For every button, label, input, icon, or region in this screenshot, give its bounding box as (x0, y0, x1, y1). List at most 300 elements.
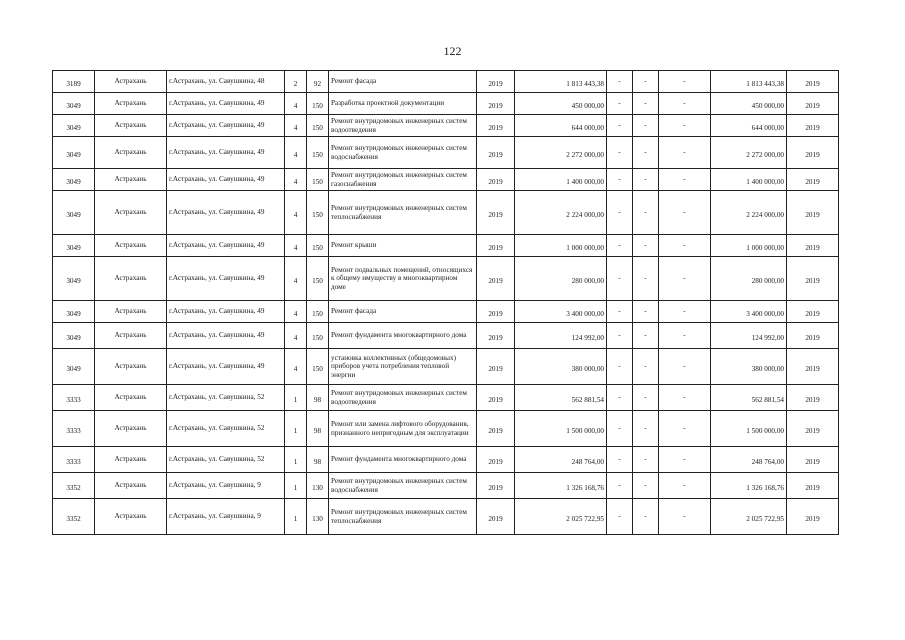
work-type-text: Ремонт крыши (331, 241, 377, 250)
record-id-cell (53, 411, 95, 447)
building-number-text: 2 (293, 80, 298, 89)
building-number-text: 4 (293, 334, 298, 343)
fund-source-2-text: - (644, 241, 647, 250)
address-text: г.Астрахань, ул. Савушкина, 52 (169, 424, 265, 433)
fund-source-3-text: - (683, 424, 686, 433)
city-text: Астрахань (114, 362, 147, 371)
completion-year-cell (787, 323, 839, 349)
building-number-cell (285, 115, 307, 137)
apartment-count-text: 150 (312, 102, 323, 111)
address-cell (167, 323, 285, 349)
work-type-text: Ремонт внутридомовых инженерных систем водоснабжения (331, 476, 467, 494)
total-cost-text: 3 400 000,00 (746, 310, 784, 319)
fund-source-2-cell (633, 257, 659, 301)
address-text: г.Астрахань, ул. Савушкина, 49 (169, 241, 265, 250)
total-cost-text: 1 000 000,00 (746, 244, 784, 253)
fund-source-2-cell (633, 137, 659, 169)
total-cost-text: 1 326 168,76 (746, 484, 784, 493)
record-id-cell (53, 499, 95, 535)
fund-source-1-cell (607, 411, 633, 447)
apartment-count-text: 130 (312, 515, 323, 524)
planned-year-text: 2019 (488, 102, 503, 111)
building-number-text: 4 (293, 310, 298, 319)
city-cell (95, 385, 167, 411)
cost-cell (515, 115, 607, 137)
fund-source-2-text: - (644, 77, 647, 86)
record-id-cell (53, 191, 95, 235)
fund-source-2-text: - (644, 481, 647, 490)
fund-source-2-text: - (644, 208, 647, 217)
cost-cell (515, 301, 607, 323)
fund-source-3-text: - (683, 274, 686, 283)
fund-source-2-text: - (644, 512, 647, 521)
cost-text: 450 000,00 (571, 102, 604, 111)
total-cost-cell (711, 71, 787, 93)
planned-year-cell (477, 115, 515, 137)
address-text: г.Астрахань, ул. Савушкина, 9 (169, 481, 261, 490)
record-id-text: 3049 (66, 277, 81, 286)
planned-year-cell (477, 257, 515, 301)
planned-year-text: 2019 (488, 277, 503, 286)
record-id-cell (53, 137, 95, 169)
fund-source-2-cell (633, 447, 659, 473)
address-cell (167, 137, 285, 169)
cost-cell (515, 411, 607, 447)
work-type-cell (329, 385, 477, 411)
fund-source-2-cell (633, 323, 659, 349)
total-cost-text: 644 000,00 (751, 124, 784, 133)
fund-source-1-text: - (618, 455, 621, 464)
completion-year-text: 2019 (805, 178, 820, 187)
fund-source-3-cell (659, 411, 711, 447)
address-cell (167, 447, 285, 473)
address-text: г.Астрахань, ул. Савушкина, 49 (169, 274, 265, 283)
apartment-count-cell (307, 137, 329, 169)
fund-source-3-text: - (683, 307, 686, 316)
record-id-cell (53, 473, 95, 499)
completion-year-cell (787, 71, 839, 93)
fund-source-1-cell (607, 323, 633, 349)
table-row (53, 473, 839, 499)
apartment-count-cell (307, 323, 329, 349)
completion-year-text: 2019 (805, 458, 820, 467)
cost-cell (515, 137, 607, 169)
apartment-count-text: 150 (312, 334, 323, 343)
fund-source-1-cell (607, 115, 633, 137)
completion-year-cell (787, 447, 839, 473)
fund-source-3-text: - (683, 331, 686, 340)
planned-year-cell (477, 301, 515, 323)
total-cost-cell (711, 257, 787, 301)
cost-cell (515, 385, 607, 411)
cost-text: 248 764,00 (571, 458, 604, 467)
apartment-count-text: 150 (312, 310, 323, 319)
fund-source-1-cell (607, 499, 633, 535)
apartment-count-cell (307, 71, 329, 93)
building-number-text: 4 (293, 151, 298, 160)
record-id-text: 3049 (66, 334, 81, 343)
completion-year-text: 2019 (805, 334, 820, 343)
record-id-text: 3333 (66, 458, 81, 467)
fund-source-1-text: - (618, 241, 621, 250)
work-type-text: Ремонт внутридомовых инженерных систем водоотведения (331, 116, 467, 134)
fund-source-1-cell (607, 93, 633, 115)
apartment-count-cell (307, 473, 329, 499)
work-type-text: Разработка проектной документации (331, 99, 445, 108)
building-number-cell (285, 499, 307, 535)
fund-source-1-cell (607, 385, 633, 411)
address-text: г.Астрахань, ул. Савушкина, 48 (169, 77, 265, 86)
building-number-text: 1 (293, 427, 298, 436)
completion-year-text: 2019 (805, 80, 820, 89)
completion-year-text: 2019 (805, 277, 820, 286)
fund-source-3-text: - (683, 175, 686, 184)
record-id-cell (53, 169, 95, 191)
planned-year-text: 2019 (488, 396, 503, 405)
table-row (53, 137, 839, 169)
apartment-count-text: 98 (313, 427, 322, 436)
fund-source-2-text: - (644, 424, 647, 433)
fund-source-1-cell (607, 301, 633, 323)
building-number-text: 4 (293, 244, 298, 253)
cost-text: 1 400 000,00 (566, 178, 604, 187)
fund-source-1-cell (607, 349, 633, 385)
fund-source-2-text: - (644, 362, 647, 371)
cost-text: 1 326 168,76 (566, 484, 604, 493)
completion-year-cell (787, 301, 839, 323)
record-id-text: 3049 (66, 365, 81, 374)
total-cost-cell (711, 137, 787, 169)
table-row (53, 323, 839, 349)
city-text: Астрахань (114, 99, 147, 108)
cost-text: 562 881,54 (571, 396, 604, 405)
total-cost-text: 280 000,00 (751, 277, 784, 286)
fund-source-2-cell (633, 385, 659, 411)
table-row (53, 169, 839, 191)
address-cell (167, 473, 285, 499)
address-cell (167, 349, 285, 385)
fund-source-2-text: - (644, 99, 647, 108)
address-text: г.Астрахань, ул. Савушкина, 9 (169, 512, 261, 521)
city-cell (95, 137, 167, 169)
table-row (53, 71, 839, 93)
fund-source-1-text: - (618, 148, 621, 157)
fund-source-3-cell (659, 137, 711, 169)
fund-source-2-cell (633, 473, 659, 499)
table-row (53, 499, 839, 535)
completion-year-text: 2019 (805, 484, 820, 493)
fund-source-3-text: - (683, 393, 686, 402)
city-cell (95, 93, 167, 115)
record-id-cell (53, 447, 95, 473)
apartment-count-cell (307, 115, 329, 137)
planned-year-text: 2019 (488, 310, 503, 319)
city-cell (95, 169, 167, 191)
record-id-text: 3352 (66, 484, 81, 493)
planned-year-cell (477, 447, 515, 473)
completion-year-cell (787, 349, 839, 385)
cost-cell (515, 473, 607, 499)
fund-source-1-cell (607, 257, 633, 301)
city-text: Астрахань (114, 175, 147, 184)
address-text: г.Астрахань, ул. Савушкина, 49 (169, 148, 265, 157)
planned-year-text: 2019 (488, 334, 503, 343)
work-type-text: Ремонт внутридомовых инженерных систем теплоснабжения (331, 507, 467, 525)
planned-year-text: 2019 (488, 365, 503, 374)
address-text: г.Астрахань, ул. Савушкина, 49 (169, 307, 265, 316)
city-text: Астрахань (114, 274, 147, 283)
building-number-cell (285, 301, 307, 323)
completion-year-text: 2019 (805, 396, 820, 405)
completion-year-cell (787, 499, 839, 535)
fund-source-3-cell (659, 235, 711, 257)
record-id-text: 3049 (66, 211, 81, 220)
address-cell (167, 169, 285, 191)
fund-source-1-cell (607, 191, 633, 235)
completion-year-cell (787, 473, 839, 499)
address-cell (167, 71, 285, 93)
work-type-text: Ремонт подвальных помещений, относящихся к общему имуществу в многоквартирном доме (331, 265, 473, 291)
cost-text: 280 000,00 (571, 277, 604, 286)
work-type-text: Ремонт фундамента многоквартирного дома (331, 331, 467, 340)
fund-source-3-cell (659, 447, 711, 473)
building-number-text: 4 (293, 178, 298, 187)
fund-source-2-text: - (644, 175, 647, 184)
fund-source-1-text: - (618, 208, 621, 217)
completion-year-cell (787, 137, 839, 169)
work-type-cell (329, 411, 477, 447)
building-number-cell (285, 191, 307, 235)
work-type-cell (329, 235, 477, 257)
total-cost-text: 248 764,00 (751, 458, 784, 467)
cost-text: 2 272 000,00 (566, 151, 604, 160)
planned-year-text: 2019 (488, 458, 503, 467)
fund-source-2-text: - (644, 331, 647, 340)
building-number-cell (285, 447, 307, 473)
cost-cell (515, 71, 607, 93)
address-cell (167, 257, 285, 301)
fund-source-1-text: - (618, 121, 621, 130)
planned-year-text: 2019 (488, 427, 503, 436)
address-text: г.Астрахань, ул. Савушкина, 49 (169, 331, 265, 340)
apartment-count-cell (307, 349, 329, 385)
work-type-text: Ремонт фасада (331, 77, 377, 86)
fund-source-3-text: - (683, 241, 686, 250)
apartment-count-cell (307, 235, 329, 257)
total-cost-text: 2 272 000,00 (746, 151, 784, 160)
fund-source-2-cell (633, 93, 659, 115)
fund-source-1-cell (607, 473, 633, 499)
fund-source-3-text: - (683, 512, 686, 521)
work-type-cell (329, 323, 477, 349)
apartment-count-cell (307, 191, 329, 235)
building-number-cell (285, 323, 307, 349)
address-text: г.Астрахань, ул. Савушкина, 52 (169, 455, 265, 464)
address-text: г.Астрахань, ул. Савушкина, 49 (169, 175, 265, 184)
completion-year-text: 2019 (805, 124, 820, 133)
building-number-cell (285, 137, 307, 169)
fund-source-3-text: - (683, 148, 686, 157)
total-cost-text: 450 000,00 (751, 102, 784, 111)
address-cell (167, 235, 285, 257)
work-type-cell (329, 115, 477, 137)
fund-source-1-text: - (618, 393, 621, 402)
completion-year-text: 2019 (805, 365, 820, 374)
record-id-text: 3049 (66, 310, 81, 319)
fund-source-2-cell (633, 301, 659, 323)
work-type-cell (329, 71, 477, 93)
fund-source-2-cell (633, 71, 659, 93)
completion-year-text: 2019 (805, 151, 820, 160)
apartment-count-cell (307, 411, 329, 447)
city-cell (95, 411, 167, 447)
completion-year-cell (787, 385, 839, 411)
planned-year-cell (477, 349, 515, 385)
total-cost-cell (711, 235, 787, 257)
total-cost-text: 1 813 443,38 (746, 80, 784, 89)
cost-cell (515, 169, 607, 191)
cost-cell (515, 447, 607, 473)
planned-year-text: 2019 (488, 211, 503, 220)
city-cell (95, 235, 167, 257)
cost-cell (515, 235, 607, 257)
fund-source-2-text: - (644, 148, 647, 157)
cost-cell (515, 93, 607, 115)
total-cost-cell (711, 93, 787, 115)
city-text: Астрахань (114, 393, 147, 402)
fund-source-1-text: - (618, 331, 621, 340)
planned-year-text: 2019 (488, 515, 503, 524)
building-number-cell (285, 411, 307, 447)
table-row (53, 115, 839, 137)
completion-year-cell (787, 115, 839, 137)
fund-source-2-text: - (644, 274, 647, 283)
address-text: г.Астрахань, ул. Савушкина, 49 (169, 208, 265, 217)
address-cell (167, 115, 285, 137)
record-id-cell (53, 235, 95, 257)
address-cell (167, 191, 285, 235)
city-cell (95, 71, 167, 93)
completion-year-text: 2019 (805, 310, 820, 319)
cost-text: 380 000,00 (571, 365, 604, 374)
fund-source-3-cell (659, 93, 711, 115)
record-id-cell (53, 301, 95, 323)
fund-source-2-cell (633, 235, 659, 257)
apartment-count-cell (307, 301, 329, 323)
total-cost-text: 124 992,00 (751, 334, 784, 343)
fund-source-1-text: - (618, 512, 621, 521)
city-text: Астрахань (114, 121, 147, 130)
work-type-cell (329, 499, 477, 535)
city-text: Астрахань (114, 331, 147, 340)
fund-source-1-text: - (618, 274, 621, 283)
total-cost-text: 1 400 000,00 (746, 178, 784, 187)
building-number-text: 4 (293, 365, 298, 374)
fund-source-1-cell (607, 71, 633, 93)
record-id-text: 3189 (66, 80, 81, 89)
repair-registry-table (52, 70, 839, 535)
apartment-count-text: 150 (312, 277, 323, 286)
city-text: Астрахань (114, 208, 147, 217)
planned-year-cell (477, 235, 515, 257)
record-id-text: 3352 (66, 515, 81, 524)
planned-year-text: 2019 (488, 244, 503, 253)
address-text: г.Астрахань, ул. Савушкина, 49 (169, 99, 265, 108)
city-text: Астрахань (114, 241, 147, 250)
work-type-text: Ремонт фасада (331, 307, 377, 316)
total-cost-cell (711, 169, 787, 191)
fund-source-3-cell (659, 71, 711, 93)
building-number-cell (285, 93, 307, 115)
planned-year-cell (477, 169, 515, 191)
table-row (53, 93, 839, 115)
address-cell (167, 385, 285, 411)
cost-cell (515, 323, 607, 349)
completion-year-text: 2019 (805, 102, 820, 111)
address-text: г.Астрахань, ул. Савушкина, 49 (169, 121, 265, 130)
address-cell (167, 499, 285, 535)
fund-source-2-text: - (644, 455, 647, 464)
completion-year-cell (787, 169, 839, 191)
record-id-text: 3049 (66, 178, 81, 187)
total-cost-cell (711, 115, 787, 137)
record-id-text: 3333 (66, 427, 81, 436)
apartment-count-cell (307, 93, 329, 115)
table-row (53, 411, 839, 447)
table-row (53, 301, 839, 323)
work-type-text: Ремонт фундамента многоквартирного дома (331, 455, 467, 464)
work-type-cell (329, 301, 477, 323)
planned-year-cell (477, 411, 515, 447)
planned-year-cell (477, 323, 515, 349)
apartment-count-text: 150 (312, 211, 323, 220)
building-number-cell (285, 71, 307, 93)
city-text: Астрахань (114, 455, 147, 464)
apartment-count-text: 92 (313, 80, 322, 89)
fund-source-1-text: - (618, 77, 621, 86)
fund-source-3-cell (659, 115, 711, 137)
total-cost-cell (711, 349, 787, 385)
fund-source-2-cell (633, 349, 659, 385)
record-id-text: 3049 (66, 124, 81, 133)
building-number-cell (285, 385, 307, 411)
table-row (53, 385, 839, 411)
city-cell (95, 349, 167, 385)
fund-source-1-cell (607, 235, 633, 257)
building-number-text: 4 (293, 124, 298, 133)
work-type-cell (329, 349, 477, 385)
record-id-cell (53, 71, 95, 93)
planned-year-text: 2019 (488, 178, 503, 187)
cost-cell (515, 191, 607, 235)
apartment-count-text: 98 (313, 458, 322, 467)
city-cell (95, 115, 167, 137)
fund-source-1-text: - (618, 424, 621, 433)
city-cell (95, 447, 167, 473)
fund-source-1-cell (607, 447, 633, 473)
completion-year-text: 2019 (805, 244, 820, 253)
apartment-count-text: 150 (312, 151, 323, 160)
fund-source-2-cell (633, 499, 659, 535)
total-cost-text: 562 881,54 (751, 396, 784, 405)
building-number-cell (285, 169, 307, 191)
fund-source-2-text: - (644, 307, 647, 316)
fund-source-2-cell (633, 411, 659, 447)
cost-text: 1 000 000,00 (566, 244, 604, 253)
cost-text: 2 224 000,00 (566, 211, 604, 220)
work-type-cell (329, 447, 477, 473)
total-cost-cell (711, 323, 787, 349)
